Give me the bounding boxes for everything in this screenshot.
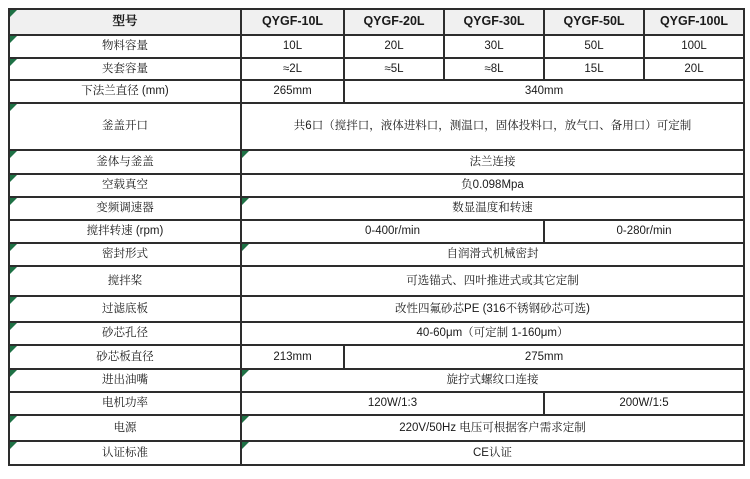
spec-value-cell: 数显温度和转速 xyxy=(241,197,744,220)
spec-value-cell: 340mm xyxy=(344,80,744,103)
header-row xyxy=(9,9,744,35)
row-label: 搅拌转速 (rpm) xyxy=(9,220,241,243)
column-header: QYGF-10L xyxy=(241,9,344,35)
spec-row xyxy=(9,220,744,243)
spec-value-cell: 20L xyxy=(344,35,444,58)
spec-value-cell: 10L xyxy=(241,35,344,58)
error-check-triangle-icon xyxy=(10,198,17,205)
row-label: 下法兰直径 (mm) xyxy=(9,80,241,103)
error-check-triangle-icon xyxy=(242,198,249,205)
spec-value-cell: 50L xyxy=(544,35,644,58)
spec-row xyxy=(9,392,744,415)
error-check-triangle-icon xyxy=(10,442,17,449)
spec-value-cell: CE认证 xyxy=(241,441,744,465)
row-label: 搅拌桨 xyxy=(9,266,241,296)
spec-value-cell: 共6口（搅拌口，液体进料口，测温口，固体投料口，放气口、备用口）可定制 xyxy=(241,103,744,150)
spec-row xyxy=(9,174,744,197)
row-label: 电源 xyxy=(9,415,241,441)
spec-row xyxy=(9,103,744,150)
row-label: 密封形式 xyxy=(9,243,241,266)
error-check-triangle-icon xyxy=(10,59,17,66)
model-column-header: 型号 xyxy=(9,9,241,35)
spec-row xyxy=(9,58,744,80)
spec-value-cell: 负0.098Mpa xyxy=(241,174,744,197)
spec-row xyxy=(9,197,744,220)
spec-row xyxy=(9,322,744,345)
spec-row xyxy=(9,441,744,465)
error-check-triangle-icon xyxy=(10,175,17,182)
row-label: 电机功率 xyxy=(9,392,241,415)
spec-value-cell: 0-400r/min xyxy=(241,220,544,243)
spec-row xyxy=(9,415,744,441)
row-label: 砂芯板直径 xyxy=(9,345,241,369)
error-check-triangle-icon xyxy=(10,416,17,423)
spec-row xyxy=(9,243,744,266)
spec-value-cell: ≈8L xyxy=(444,58,544,80)
row-label: 夹套容量 xyxy=(9,58,241,80)
spec-table-container xyxy=(8,8,745,466)
row-label: 过滤底板 xyxy=(9,296,241,322)
spec-row xyxy=(9,150,744,174)
spec-value-cell: 可选锚式、四叶推进式或其它定制 xyxy=(241,266,744,296)
spec-row xyxy=(9,296,744,322)
spec-table-body xyxy=(9,35,744,465)
row-label: 釜体与釜盖 xyxy=(9,150,241,174)
spec-row xyxy=(9,369,744,392)
error-check-triangle-icon xyxy=(242,370,249,377)
spec-value-cell: 15L xyxy=(544,58,644,80)
error-check-triangle-icon xyxy=(242,151,249,158)
column-header: QYGF-100L xyxy=(644,9,744,35)
error-check-triangle-icon xyxy=(10,36,17,43)
spec-value-cell: 改性四氟砂芯PE (316不锈钢砂芯可选) xyxy=(241,296,744,322)
row-label: 变频调速器 xyxy=(9,197,241,220)
spec-value-cell: 275mm xyxy=(344,345,744,369)
spec-row xyxy=(9,35,744,58)
row-label: 进出油嘴 xyxy=(9,369,241,392)
row-label: 空载真空 xyxy=(9,174,241,197)
error-check-triangle-icon xyxy=(10,10,17,17)
error-check-triangle-icon xyxy=(10,297,17,304)
spec-value-cell: 旋拧式螺纹口连接 xyxy=(241,369,744,392)
column-header: QYGF-30L xyxy=(444,9,544,35)
error-check-triangle-icon xyxy=(10,104,17,111)
error-check-triangle-icon xyxy=(242,416,249,423)
spec-value-cell: ≈5L xyxy=(344,58,444,80)
spec-table-head xyxy=(9,9,744,35)
spec-row xyxy=(9,345,744,369)
error-check-triangle-icon xyxy=(10,323,17,330)
row-label: 物料容量 xyxy=(9,35,241,58)
spec-value-cell: 213mm xyxy=(241,345,344,369)
spec-value-cell: 20L xyxy=(644,58,744,80)
spec-row xyxy=(9,80,744,103)
spec-value-cell: 200W/1:5 xyxy=(544,392,744,415)
error-check-triangle-icon xyxy=(10,267,17,274)
spec-value-cell: 220V/50Hz 电压可根据客户需求定制 xyxy=(241,415,744,441)
error-check-triangle-icon xyxy=(10,151,17,158)
error-check-triangle-icon xyxy=(10,370,17,377)
spec-value-cell: 40-60μm（可定制 1-160μm） xyxy=(241,322,744,345)
spec-value-cell: 120W/1:3 xyxy=(241,392,544,415)
spec-value-cell: 30L xyxy=(444,35,544,58)
error-check-triangle-icon xyxy=(10,244,17,251)
error-check-triangle-icon xyxy=(242,442,249,449)
row-label: 认证标准 xyxy=(9,441,241,465)
spec-value-cell: 265mm xyxy=(241,80,344,103)
spec-value-cell: 法兰连接 xyxy=(241,150,744,174)
spec-row xyxy=(9,266,744,296)
spec-value-cell: 0-280r/min xyxy=(544,220,744,243)
spec-table xyxy=(8,8,745,466)
error-check-triangle-icon xyxy=(242,244,249,251)
spec-value-cell: 100L xyxy=(644,35,744,58)
row-label: 砂芯孔径 xyxy=(9,322,241,345)
column-header: QYGF-50L xyxy=(544,9,644,35)
row-label: 釜盖开口 xyxy=(9,103,241,150)
spec-value-cell: ≈2L xyxy=(241,58,344,80)
spec-value-cell: 自润滑式机械密封 xyxy=(241,243,744,266)
column-header: QYGF-20L xyxy=(344,9,444,35)
error-check-triangle-icon xyxy=(10,346,17,353)
